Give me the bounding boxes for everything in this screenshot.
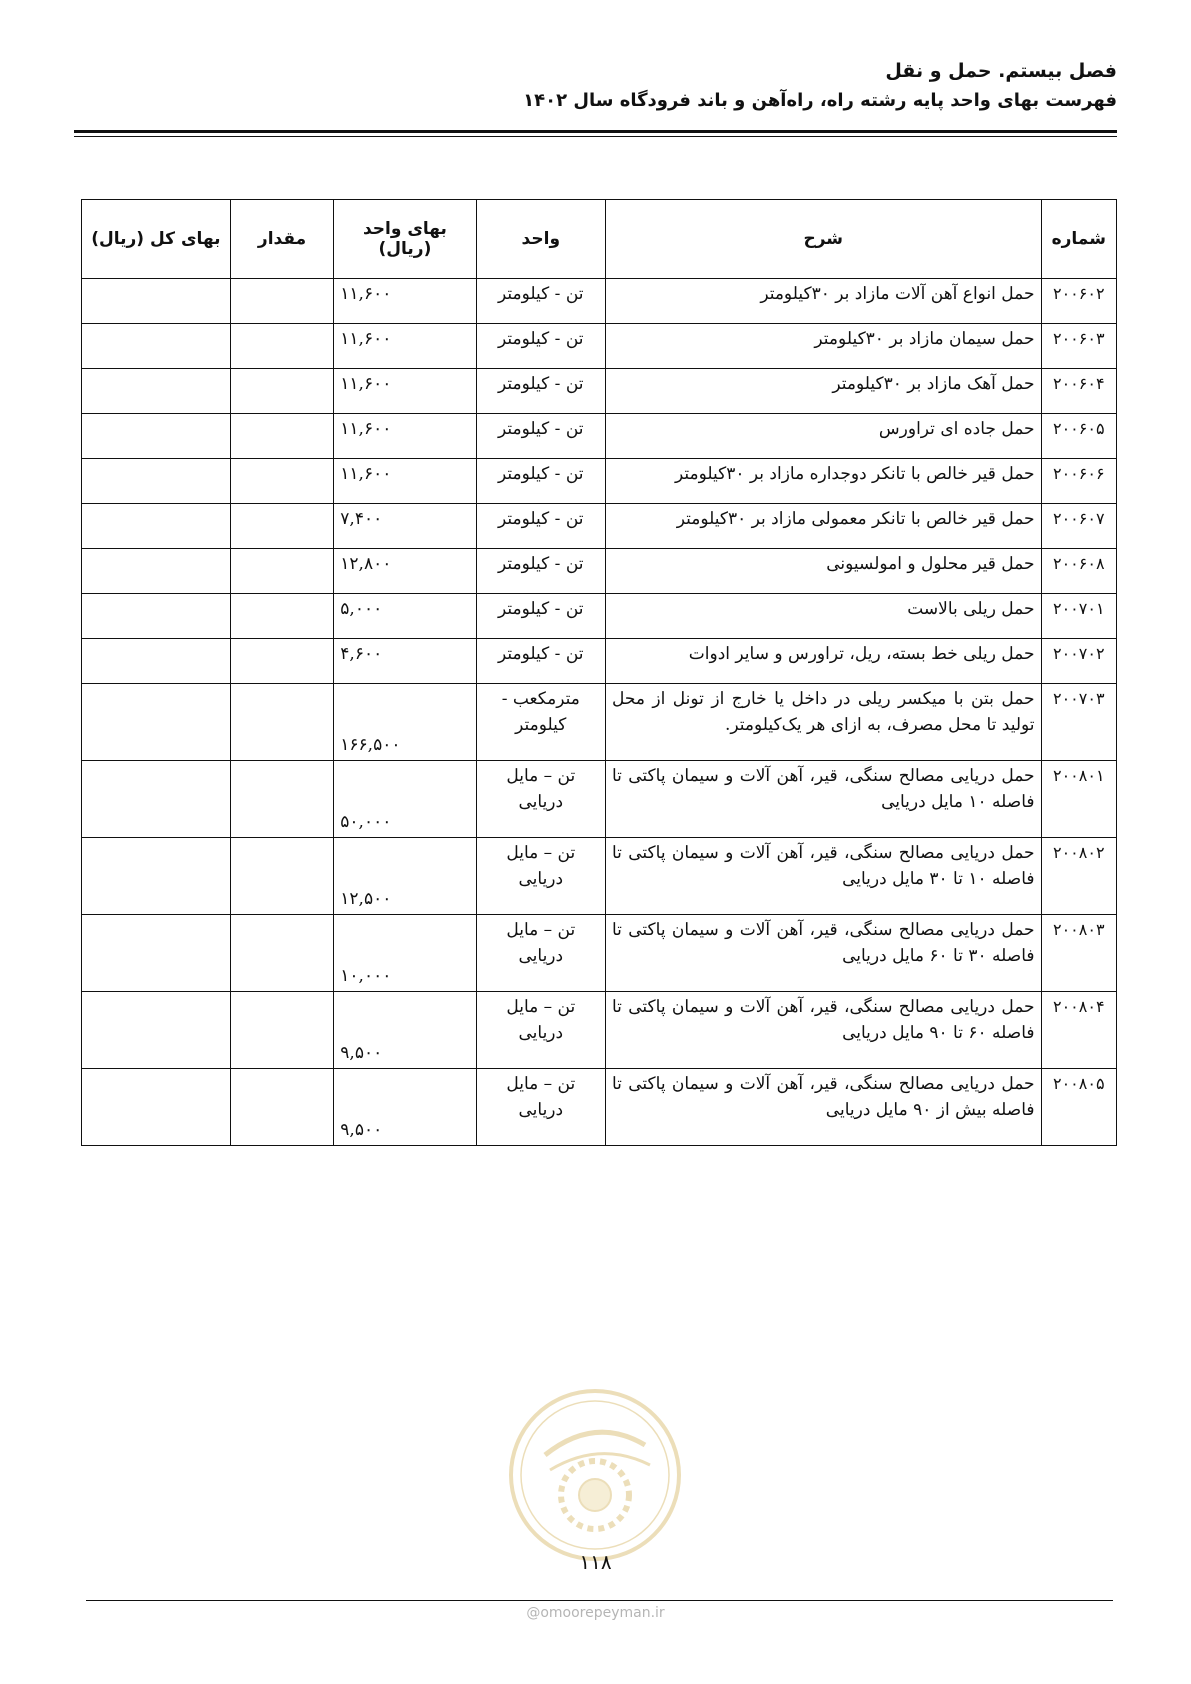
item-quantity <box>230 915 334 992</box>
item-unit: تن - کیلومتر <box>476 279 605 324</box>
item-unit-price: ۱۱,۶۰۰ <box>334 324 476 369</box>
table-row <box>82 684 1117 761</box>
table-row <box>82 459 1117 504</box>
page-number: ۱۱۸ <box>579 1550 612 1574</box>
item-code: ۲۰۰۶۰۵ <box>1041 414 1116 459</box>
item-unit-price: ۱۱,۶۰۰ <box>334 414 476 459</box>
item-description: حمل دریایی مصالح سنگی، قیر، آهن آلات و سیمان پاکتی تا فاصله ۱۰ مایل دریایی <box>605 761 1041 838</box>
item-total-price <box>82 639 231 684</box>
item-quantity <box>230 504 334 549</box>
item-unit: تن - کیلومتر <box>476 639 605 684</box>
item-unit-price: ۴,۶۰۰ <box>334 639 476 684</box>
item-code: ۲۰۰۸۰۴ <box>1041 992 1116 1069</box>
item-total-price <box>82 369 231 414</box>
column-header-quantity: مقدار <box>230 200 334 279</box>
table-row <box>82 504 1117 549</box>
item-unit-price: ۵,۰۰۰ <box>334 594 476 639</box>
table-row <box>82 549 1117 594</box>
item-quantity <box>230 279 334 324</box>
item-unit: تن - کیلومتر <box>476 369 605 414</box>
chapter-title: فصل بیستم. حمل و نقل <box>885 60 1117 82</box>
item-code: ۲۰۰۷۰۱ <box>1041 594 1116 639</box>
item-unit: تن - کیلومتر <box>476 414 605 459</box>
item-description: حمل آهک مازاد بر ۳۰کیلومتر <box>605 369 1041 414</box>
item-quantity <box>230 761 334 838</box>
item-quantity <box>230 459 334 504</box>
item-unit-price: ۹,۵۰۰ <box>334 1069 476 1146</box>
item-unit-price: ۱۰,۰۰۰ <box>334 915 476 992</box>
item-total-price <box>82 915 231 992</box>
item-unit-price: ۱۱,۶۰۰ <box>334 369 476 414</box>
item-unit: تن – مایل دریایی <box>476 992 605 1069</box>
item-description: حمل دریایی مصالح سنگی، قیر، آهن آلات و سیمان پاکتی تا فاصله بیش از ۹۰ مایل دریایی <box>605 1069 1041 1146</box>
item-description: حمل جاده ای تراورس <box>605 414 1041 459</box>
item-unit: مترمکعب - کیلومتر <box>476 684 605 761</box>
seal-watermark-icon <box>505 1385 685 1565</box>
item-unit-price: ۹,۵۰۰ <box>334 992 476 1069</box>
table-row <box>82 992 1117 1069</box>
item-unit-price: ۱۲,۸۰۰ <box>334 549 476 594</box>
item-unit: تن - کیلومتر <box>476 549 605 594</box>
item-description: حمل قیر خالص با تانکر دوجداره مازاد بر ۳۰کیلومتر <box>605 459 1041 504</box>
item-unit-price: ۱۱,۶۰۰ <box>334 459 476 504</box>
item-unit-price: ۱۲,۵۰۰ <box>334 838 476 915</box>
item-description: حمل ریلی بالاست <box>605 594 1041 639</box>
item-code: ۲۰۰۶۰۲ <box>1041 279 1116 324</box>
column-header-code: شماره <box>1041 200 1116 279</box>
item-description: حمل قیر محلول و امولسیونی <box>605 549 1041 594</box>
item-unit: تن – مایل دریایی <box>476 838 605 915</box>
item-unit: تن – مایل دریایی <box>476 915 605 992</box>
footer-rule <box>86 1600 1113 1601</box>
table-row <box>82 324 1117 369</box>
item-description: حمل ریلی خط بسته، ریل، تراورس و سایر ادوات <box>605 639 1041 684</box>
item-total-price <box>82 761 231 838</box>
item-total-price <box>82 324 231 369</box>
item-description: حمل قیر خالص با تانکر معمولی مازاد بر ۳۰کیلومتر <box>605 504 1041 549</box>
item-total-price <box>82 838 231 915</box>
item-quantity <box>230 594 334 639</box>
item-total-price <box>82 549 231 594</box>
header-rule-thin <box>74 136 1117 137</box>
item-unit: تن - کیلومتر <box>476 504 605 549</box>
item-quantity <box>230 992 334 1069</box>
site-watermark: @omoorepeyman.ir <box>526 1605 665 1621</box>
item-code: ۲۰۰۶۰۸ <box>1041 549 1116 594</box>
item-code: ۲۰۰۷۰۳ <box>1041 684 1116 761</box>
table-row <box>82 915 1117 992</box>
item-code: ۲۰۰۶۰۴ <box>1041 369 1116 414</box>
item-unit-price: ۵۰,۰۰۰ <box>334 761 476 838</box>
table-row <box>82 761 1117 838</box>
document-subtitle: فهرست بهای واحد پایه رشته راه، راه‌آهن و باند فرودگاه سال ۱۴۰۲ <box>523 90 1117 111</box>
item-quantity <box>230 369 334 414</box>
item-unit: تن - کیلومتر <box>476 459 605 504</box>
item-unit: تن – مایل دریایی <box>476 761 605 838</box>
page-header <box>74 56 1117 116</box>
header-rule-thick <box>74 130 1117 133</box>
table-row <box>82 594 1117 639</box>
table-header-row <box>82 200 1117 279</box>
item-code: ۲۰۰۶۰۳ <box>1041 324 1116 369</box>
item-code: ۲۰۰۸۰۳ <box>1041 915 1116 992</box>
item-code: ۲۰۰۷۰۲ <box>1041 639 1116 684</box>
table-row <box>82 369 1117 414</box>
price-list-table <box>81 199 1117 1146</box>
item-total-price <box>82 459 231 504</box>
column-header-unit: واحد <box>476 200 605 279</box>
item-description: حمل دریایی مصالح سنگی، قیر، آهن آلات و سیمان پاکتی تا فاصله ۳۰ تا ۶۰ مایل دریایی <box>605 915 1041 992</box>
item-quantity <box>230 838 334 915</box>
item-unit: تن - کیلومتر <box>476 324 605 369</box>
column-header-description: شرح <box>605 200 1041 279</box>
item-total-price <box>82 1069 231 1146</box>
item-description: حمل دریایی مصالح سنگی، قیر، آهن آلات و سیمان پاکتی تا فاصله ۶۰ تا ۹۰ مایل دریایی <box>605 992 1041 1069</box>
table-row <box>82 279 1117 324</box>
item-code: ۲۰۰۸۰۱ <box>1041 761 1116 838</box>
column-header-unit-price: بهای واحد (ریال) <box>334 200 476 279</box>
item-unit: تن - کیلومتر <box>476 594 605 639</box>
item-code: ۲۰۰۸۰۲ <box>1041 838 1116 915</box>
item-unit-price: ۱۱,۶۰۰ <box>334 279 476 324</box>
item-total-price <box>82 414 231 459</box>
item-quantity <box>230 549 334 594</box>
item-unit-price: ۱۶۶,۵۰۰ <box>334 684 476 761</box>
item-quantity <box>230 324 334 369</box>
table-row <box>82 639 1117 684</box>
item-unit-price: ۷,۴۰۰ <box>334 504 476 549</box>
item-code: ۲۰۰۶۰۶ <box>1041 459 1116 504</box>
item-code: ۲۰۰۶۰۷ <box>1041 504 1116 549</box>
item-description: حمل سیمان مازاد بر ۳۰کیلومتر <box>605 324 1041 369</box>
item-quantity <box>230 639 334 684</box>
item-quantity <box>230 1069 334 1146</box>
item-description: حمل انواع آهن آلات مازاد بر ۳۰کیلومتر <box>605 279 1041 324</box>
table-row <box>82 414 1117 459</box>
item-quantity <box>230 684 334 761</box>
item-total-price <box>82 504 231 549</box>
item-total-price <box>82 594 231 639</box>
item-description: حمل دریایی مصالح سنگی، قیر، آهن آلات و سیمان پاکتی تا فاصله ۱۰ تا ۳۰ مایل دریایی <box>605 838 1041 915</box>
item-unit: تن – مایل دریایی <box>476 1069 605 1146</box>
column-header-total-price: بهای کل (ریال) <box>82 200 231 279</box>
item-code: ۲۰۰۸۰۵ <box>1041 1069 1116 1146</box>
item-total-price <box>82 684 231 761</box>
item-description: حمل بتن با میکسر ریلی در داخل یا خارج از تونل از محل تولید تا محل مصرف، به ازای هر یک‌کیلومتر. <box>605 684 1041 761</box>
item-total-price <box>82 992 231 1069</box>
item-quantity <box>230 414 334 459</box>
table-row <box>82 1069 1117 1146</box>
item-total-price <box>82 279 231 324</box>
table-row <box>82 838 1117 915</box>
